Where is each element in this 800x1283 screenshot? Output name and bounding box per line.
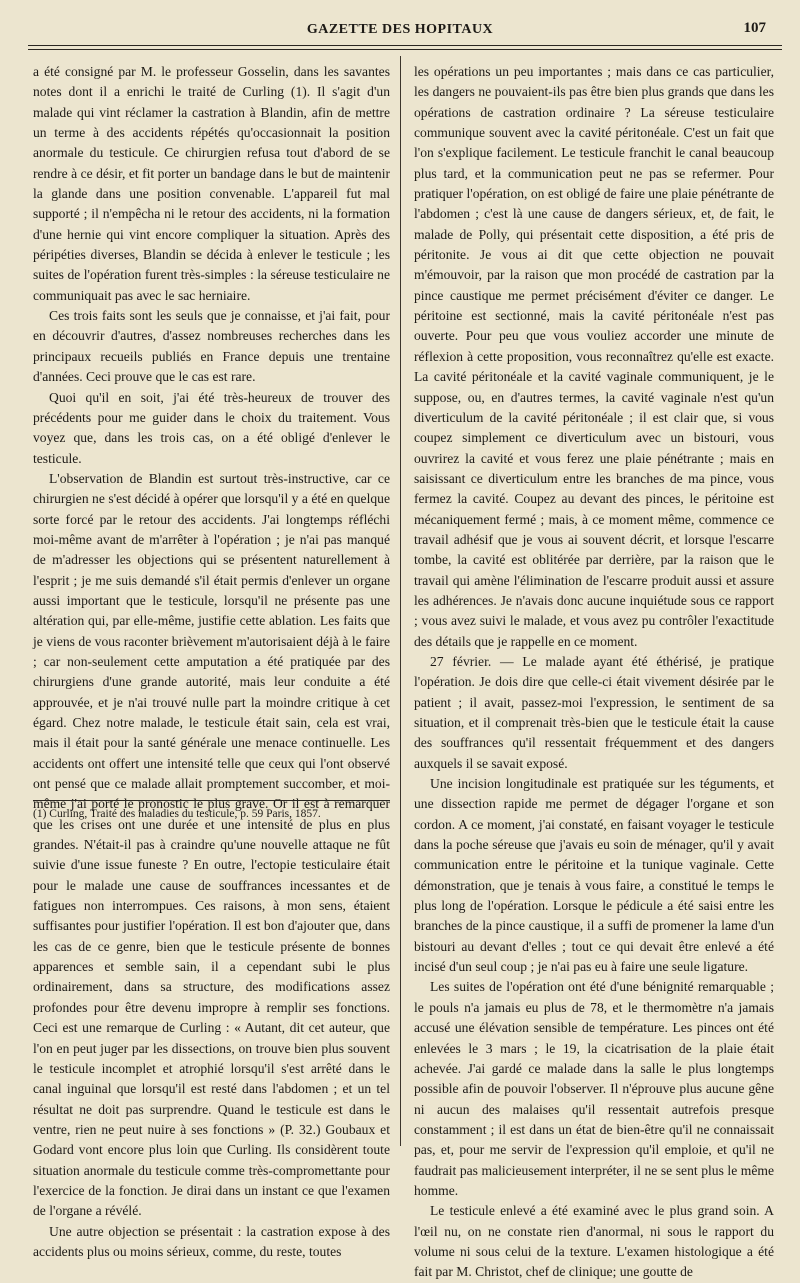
header-rule-thin xyxy=(28,49,782,50)
paragraph: Une incision longitudinale est pratiquée sur les téguments, et une dissection rapide me permet de dégager l'organe et son cordon. A ce moment, j'ai constaté, en faisant voyager le testicule dans la poche séreuse que j'avais eu soin de ménager, qu'il y avait communication entre le péritoine et la tunique vaginale. Cette démonstration, que je tenais à vous faire, a constitué le temps le plus long de l'opération. Lorsque le pédicule a été saisi entre les branches de la pince caustique, il a suffi de promener la lame d'un bistouri au devant d'elles ; tout ce qui devait être enlevé a été incisé d'un seul coup ; je n'ai pas eu à faire une seule ligature. xyxy=(414,776,774,975)
paragraph: L'observation de Blandin est surtout très-instructive, car ce chirurgien ne s'est décidé à opérer que lorsqu'il y a été en quelque sorte forcé par le retour des accidents. J'ai longtemps réfléchi moi-même avant de m'arrêter à l'opération ; je n'ai pas manqué de m'adresser les objections qui se présentent naturellement à l'esprit ; je me suis demandé s'il était permis d'enlever un organe aussi important que le testicule, lorsqu'il ne présente pas une altération qui, par elle-même, justifie cette ablation. Les faits que je viens de vous raconter brièvement m'autorisaient déjà à le faire ; car non-seulement cette amputation a été pratiquée par des chirurgiens d'une grande autorité, mais leur conduite a été approuvée, et je n'ai trouvé nulle part la moindre critique à cet égard. Chez notre malade, le testicule était sain, cela est vrai, mais il était pour la santé générale une menace continuelle. Les accidents ont offert une intensité telle que ceux qui l'ont observé ont pensé que ce malade allait promptement succomber, et moi-même j'ai porté le pronostic le plus grave. Or il est à remarquer que les crises ont une durée et une intensité de plus en plus grandes. N'était-il pas à craindre qu'une nouvelle attaque ne fût suivie d'une issue funeste ? En outre, l'ectopie testiculaire était pour le malade une cause de souffrances incessantes et de fatigues non interrompues. Ces raisons, à mon sens, étaient suffisantes pour justifier l'opération. Il est bon d'ajouter que, dans les cas de ce genre, bien que le testicule présente de bonnes apparences et semble sain, il a cependant subi le plus ordinairement, dans sa structure, des modifications assez profondes pour être devenu impropre à remplir ses fonctions. Ceci est une remarque de Curling : « Autant, dit cet auteur, que l'on en peut juger par les dissections, on trouve bien plus souvent le testicule incomplet et atrophié lorsqu'il s'est arrêté dans le canal inguinal que lorsqu'il est resté dans l'abdomen ; et un tel résultat ne doit pas surprendre. Quand le testicule est dans le ventre, rien ne peut nuire à ses fonctions » (P. 32.) Goubaux et Godard vont encore plus loin que Curling. Ils considèrent toute situation anormale du testicule comme très-compromettante pour l'exercice de la fonction. Je dirai dans un instant ce que l'examen de l'organe a révélé. xyxy=(33,470,390,1219)
footnote: (1) Curling, Traité des maladies du testicule, p. 59 Paris, 1857. xyxy=(33,808,321,820)
right-column xyxy=(414,62,774,1283)
paragraph: Une autre objection se présentait : la castration expose à des accidents plus ou moins sérieux, comme, du reste, toutes xyxy=(33,1223,390,1259)
header-rule xyxy=(28,45,782,46)
paragraph: Le testicule enlevé a été examiné avec le plus grand soin. A l'œil nu, on ne constate rien d'anormal, ni sous le rapport du volume ni sous celui de la texture. L'examen histologique a été fait par M. Christot, chef de clinique; une goutte de xyxy=(414,1203,774,1280)
left-column xyxy=(33,62,390,1262)
footnote-rule xyxy=(33,800,390,801)
page-number: 107 xyxy=(743,20,766,36)
paragraph: Quoi qu'il en soit, j'ai été très-heureux de trouver des précédents pour me guider dans le choix du traitement. Vous voyez que, dans les trois cas, on a été obligé d'enlever le testicule. xyxy=(33,389,390,466)
paragraph: Ces trois faits sont les seuls que je connaisse, et j'ai fait, pour en découvrir d'autres, d'assez nombreuses recherches dans les principaux recueils publiés en France depuis une trentaine d'années. Ceci prouve que le cas est rare. xyxy=(33,308,390,385)
page-header xyxy=(24,14,776,44)
paragraph: 27 février. — Le malade ayant été éthérisé, je pratique l'opération. Je dois dire que celle-ci était vivement désirée par le patient ; il avait, passez-moi l'expression, le sentiment de sa situation, et il comprenait très-bien que le testicule était la cause des souffrances qu'il ressentait fréquemment et des dangers auxquels il se savait exposé. xyxy=(414,653,774,771)
journal-title: GAZETTE DES HOPITAUX xyxy=(306,22,494,37)
column-divider xyxy=(400,56,401,1146)
paragraph: les opérations un peu importantes ; mais dans ce cas particulier, les dangers ne pouvaient-ils pas être bien plus grands que dans les opérations de castration ordinaire ? La séreuse testiculaire communique souvent avec la cavité péritonéale. C'est un fait que l'on s'explique facilement. Le testicule franchit le canal beaucoup plus tard, et la communication peut ne pas se refermer. Pour pratiquer l'opération, on est obligé de faire une plaie pénétrante de l'abdomen ; c'est là une cause de dangers sérieux, et, de fait, le malade de Polly, qui présentait cette disposition, a été pris de péritonite. Je vous ai dit que cette objection ne pouvait m'émouvoir, par la raison que mon procédé de castration par la pince caustique me permet précisément d'éviter ce danger. Le péritoine est sectionné, mais la cavité péritonéale n'est pas ouverte. Pour peu que vous vouliez accorder une minute de réflexion à cette proposition, vous reconnaîtrez qu'elle est exacte. La cavité péritonéale et la cavité vaginale communiquent, je le suppose, ou, en d'autres termes, la cavité vaginale n'est qu'un diverticulum de la cavité péritonéale ; il est clair que, si vous coupez simplement ce diverticulum avec un bistouri, vous ouvrirez la cavité et vous ferez une plaie pénétrante ; mais en saisissant ce diverticulum entre les branches de ma pince, vous fermez la cavité. Coupez au devant des pinces, le péritoine est mécaniquement fermé ; mais, à ce moment même, commence ce travail adhésif que je vous ai souvent décrit, et lorsque l'escarre tombe, la cavité est oblitérée par derrière, par la raison que le travail qui amène l'élimination de l'escarre produit aussi et assure les adhérences. Je n'avais donc aucune inquiétude sous ce rapport ; vous avez suivi le malade, et vous avez pu contrôler l'exactitude des détails que je rappelle en ce moment. xyxy=(414,64,774,649)
paragraph: a été consigné par M. le professeur Gosselin, dans les savantes notes dont il a enrichi le traité de Curling (1). Il s'agit d'un malade qui vint réclamer la castration à Blandin, afin de mettre un terme à des accidents répétés qu'occasionnait la position anormale du testicule. Ce chirurgien refusa tout d'abord de se rendre à ce désir, et fit porter un bandage dans le but de maintenir la glande dans une position convenable. L'appareil fut mal supporté ; il n'empêcha ni le retour des accidents, ni la formation d'une hernie qui vint encore compliquer la situation. Après des péripéties diverses, Blandin se décida à enlever le testicule ; les suites de l'opération furent très-simples : la séreuse testiculaire ne communiquait pas avec le sac herniaire. xyxy=(33,64,390,303)
paragraph: Les suites de l'opération ont été d'une bénignité remarquable ; le pouls n'a jamais eu plus de 78, et le thermomètre n'a jamais accusé une élévation sensible de température. Les pinces ont été enlevées le 3 mars ; le 19, la cicatrisation de la plaie était achevée. J'ai gardé ce malade dans la salle le plus longtemps possible afin de pouvoir l'observer. Il n'éprouve plus aucune gêne ni aucun des malaises qu'il ressentait autrefois presque constamment ; il est dans un état de bien-être qu'il ne connaissait pas, et, pour me servir de l'expression qu'il emploie, et qu'il ne faudrait pas malicieusement interpréter, il ne se sent plus le même homme. xyxy=(414,979,774,1198)
